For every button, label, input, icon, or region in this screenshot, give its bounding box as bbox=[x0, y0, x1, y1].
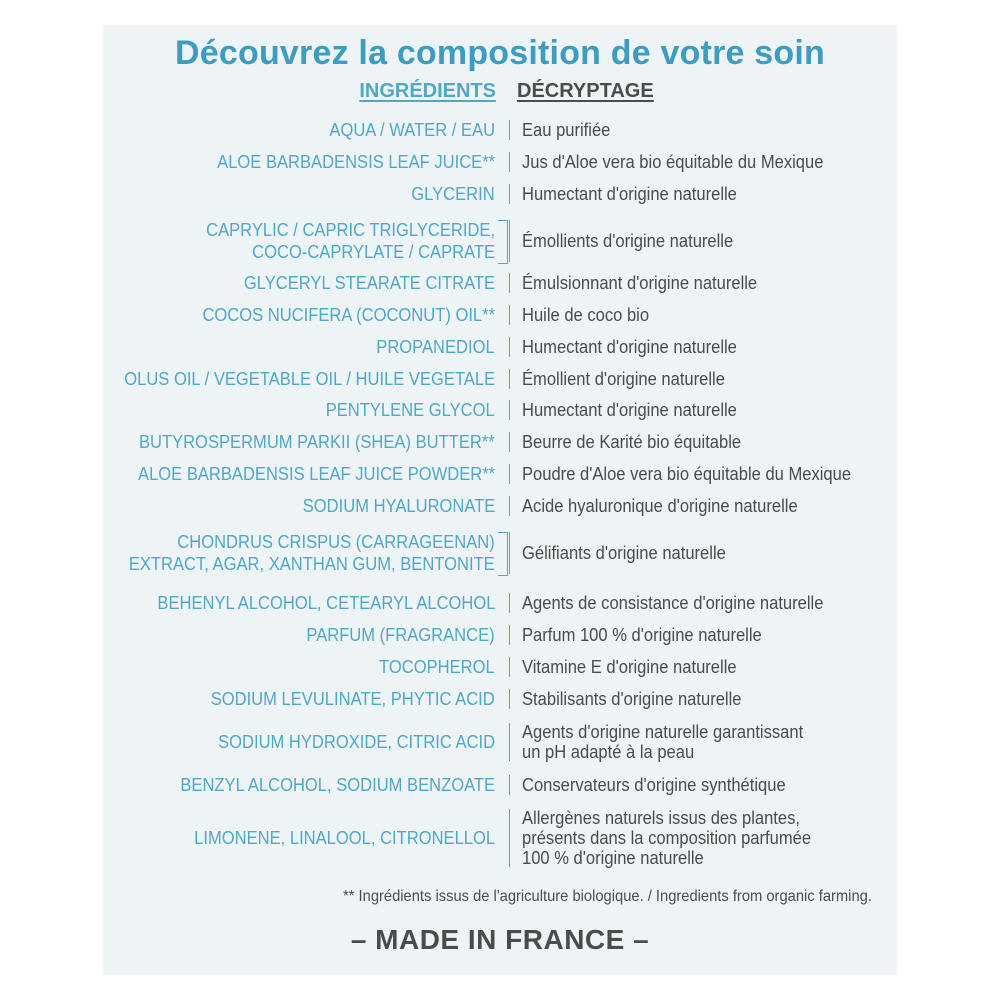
group-bracket bbox=[498, 532, 508, 576]
column-separator bbox=[509, 723, 510, 761]
ingredient-decryptage: Poudre d'Aloe vera bio équitable du Mexique bbox=[522, 464, 852, 484]
ingredient-name: SODIUM HYALURONATE bbox=[302, 496, 495, 516]
ingredient-decryptage: Gélifiants d'origine naturelle bbox=[522, 543, 726, 563]
column-separator bbox=[509, 273, 510, 293]
column-separator bbox=[509, 689, 510, 709]
column-separator bbox=[509, 432, 510, 452]
ingredient-decryptage: Humectant d'origine naturelle bbox=[522, 184, 737, 204]
column-separator bbox=[509, 593, 510, 613]
ingredient-name: AQUA / WATER / EAU bbox=[329, 120, 495, 140]
ingredient-name: GLYCERYL STEARATE CITRATE bbox=[243, 273, 495, 293]
ingredient-name: CHONDRUS CRISPUS (CARRAGEENAN) EXTRACT, AGAR, XANTHAN GUM, BENTONITE bbox=[129, 532, 495, 574]
column-separator bbox=[509, 809, 510, 867]
ingredient-decryptage: Beurre de Karité bio équitable bbox=[522, 432, 742, 452]
column-separator bbox=[509, 152, 510, 172]
decryptage-column-header: DÉCRYPTAGE bbox=[517, 80, 654, 102]
column-separator bbox=[509, 337, 510, 357]
ingredient-name: PARFUM (FRAGRANCE) bbox=[306, 625, 495, 645]
made-in-france-label: – MADE IN FRANCE – bbox=[350, 924, 650, 955]
ingredient-decryptage: Agents d'origine naturelle garantissant un pH adapté à la peau bbox=[522, 722, 804, 762]
column-separator bbox=[509, 369, 510, 389]
ingredient-decryptage: Eau purifiée bbox=[522, 120, 611, 140]
column-separator bbox=[509, 184, 510, 204]
column-separator bbox=[509, 400, 510, 420]
ingredient-name: PROPANEDIOL bbox=[376, 337, 495, 357]
column-separator bbox=[509, 220, 510, 262]
ingredient-name: LIMONENE, LINALOOL, CITRONELLOL bbox=[194, 828, 495, 848]
ingredient-decryptage: Vitamine E d'origine naturelle bbox=[522, 657, 737, 677]
ingredient-name: GLYCERIN bbox=[411, 184, 495, 204]
ingredient-name: SODIUM HYDROXIDE, CITRIC ACID bbox=[218, 732, 495, 752]
ingredient-decryptage: Humectant d'origine naturelle bbox=[522, 400, 737, 420]
column-separator bbox=[509, 305, 510, 325]
ingredient-name: BEHENYL ALCOHOL, CETEARYL ALCOHOL bbox=[156, 593, 495, 613]
ingredient-decryptage: Humectant d'origine naturelle bbox=[522, 337, 737, 357]
group-bracket bbox=[498, 220, 508, 264]
column-separator bbox=[509, 464, 510, 484]
column-separator bbox=[509, 120, 510, 140]
ingredient-decryptage: Émollients d'origine naturelle bbox=[522, 231, 734, 251]
ingredient-decryptage: Stabilisants d'origine naturelle bbox=[522, 689, 742, 709]
footnote: ** Ingrédients issus de l'agriculture biologique. / Ingredients from organic farming. bbox=[343, 888, 872, 905]
ingredient-name: SODIUM LEVULINATE, PHYTIC ACID bbox=[210, 689, 495, 709]
ingredient-decryptage: Jus d'Aloe vera bio équitable du Mexique bbox=[522, 152, 824, 172]
ingredient-decryptage: Allergènes naturels issus des plantes, présents dans la composition parfumée 100 % d'origine naturelle bbox=[522, 808, 812, 868]
page-title: Découvrez la composition de votre soin bbox=[175, 34, 825, 72]
ingredient-name: ALOE BARBADENSIS LEAF JUICE POWDER** bbox=[137, 464, 495, 484]
column-separator bbox=[509, 496, 510, 516]
ingredient-name: TOCOPHEROL bbox=[379, 657, 495, 677]
ingredient-name: BUTYROSPERMUM PARKII (SHEA) BUTTER** bbox=[139, 432, 495, 452]
ingredient-name: PENTYLENE GLYCOL bbox=[325, 400, 495, 420]
ingredient-decryptage: Agents de consistance d'origine naturelle bbox=[522, 593, 824, 613]
ingredient-name: ALOE BARBADENSIS LEAF JUICE** bbox=[217, 152, 495, 172]
ingredient-decryptage: Émollient d'origine naturelle bbox=[522, 369, 725, 389]
ingredient-decryptage: Émulsionnant d'origine naturelle bbox=[522, 273, 758, 293]
ingredient-decryptage: Huile de coco bio bbox=[522, 305, 650, 325]
ingredient-name: OLUS OIL / VEGETABLE OIL / HUILE VEGETALE bbox=[124, 369, 495, 389]
ingredient-name: BENZYL ALCOHOL, SODIUM BENZOATE bbox=[180, 775, 495, 795]
column-separator bbox=[509, 657, 510, 677]
column-separator bbox=[509, 625, 510, 645]
ingredient-decryptage: Conservateurs d'origine synthétique bbox=[522, 775, 786, 795]
ingredient-name: CAPRYLIC / CAPRIC TRIGLYCERIDE, COCO-CAPRYLATE / CAPRATE bbox=[206, 220, 495, 262]
column-separator bbox=[509, 775, 510, 795]
ingredients-column-header: INGRÉDIENTS bbox=[359, 80, 496, 102]
ingredient-decryptage: Parfum 100 % d'origine naturelle bbox=[522, 625, 762, 645]
column-separator bbox=[509, 532, 510, 574]
ingredient-name: COCOS NUCIFERA (COCONUT) OIL** bbox=[202, 305, 495, 325]
ingredient-decryptage: Acide hyaluronique d'origine naturelle bbox=[522, 496, 798, 516]
